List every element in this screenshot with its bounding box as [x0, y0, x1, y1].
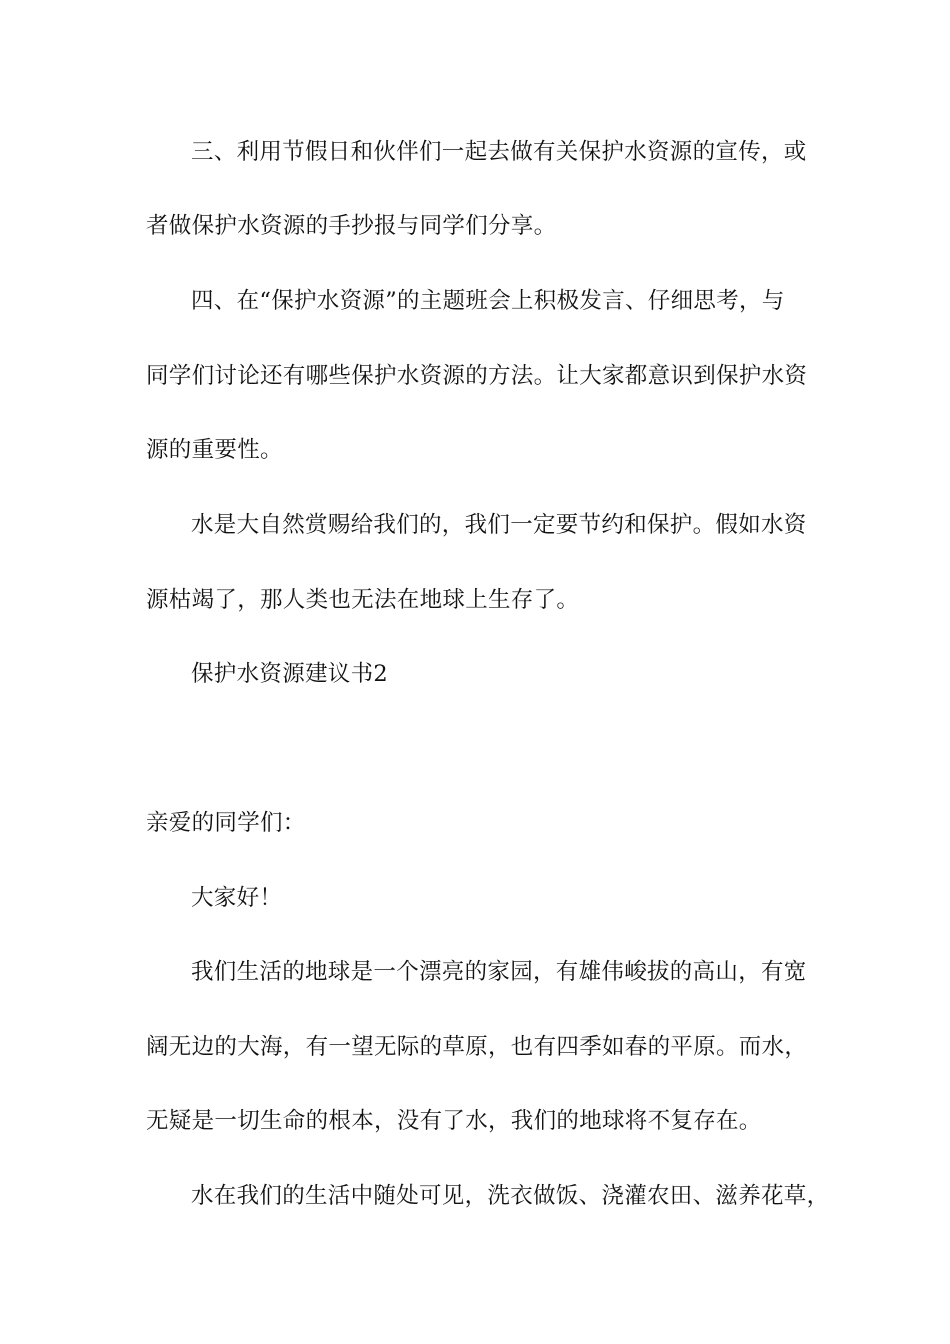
paragraph-line: 同学们讨论还有哪些保护水资源的方法。让大家都意识到保护水资: [146, 363, 808, 389]
paragraph-line: 无疑是一切生命的根本，没有了水，我们的地球将不复存在。: [146, 1108, 762, 1134]
paragraph-line: 我们生活的地球是一个漂亮的家园，有雄伟峻拔的高山，有宽: [191, 959, 807, 985]
paragraph-line: 源的重要性。: [146, 437, 283, 463]
section-title: 保护水资源建议书2: [191, 661, 389, 687]
salutation: 亲爱的同学们：: [146, 810, 306, 836]
paragraph-line: 阔无边的大海，有一望无际的草原，也有四季如春的平原。而水，: [146, 1034, 808, 1060]
paragraph-line: 水在我们的生活中随处可见，洗衣做饭、浇灌农田、滋养花草，: [191, 1183, 830, 1209]
paragraph-line: 源枯竭了，那人类也无法在地球上生存了。: [146, 587, 580, 613]
paragraph-line: 者做保护水资源的手抄报与同学们分享。: [146, 213, 557, 239]
paragraph-line: 三、利用节假日和伙伴们一起去做有关保护水资源的宣传，或: [191, 139, 807, 165]
greeting: 大家好！: [191, 885, 283, 911]
paragraph-line: 水是大自然赏赐给我们的，我们一定要节约和保护。假如水资: [191, 512, 807, 538]
paragraph-line: 四、在“保护水资源”的主题班会上积极发言、仔细思考，与: [191, 288, 785, 314]
